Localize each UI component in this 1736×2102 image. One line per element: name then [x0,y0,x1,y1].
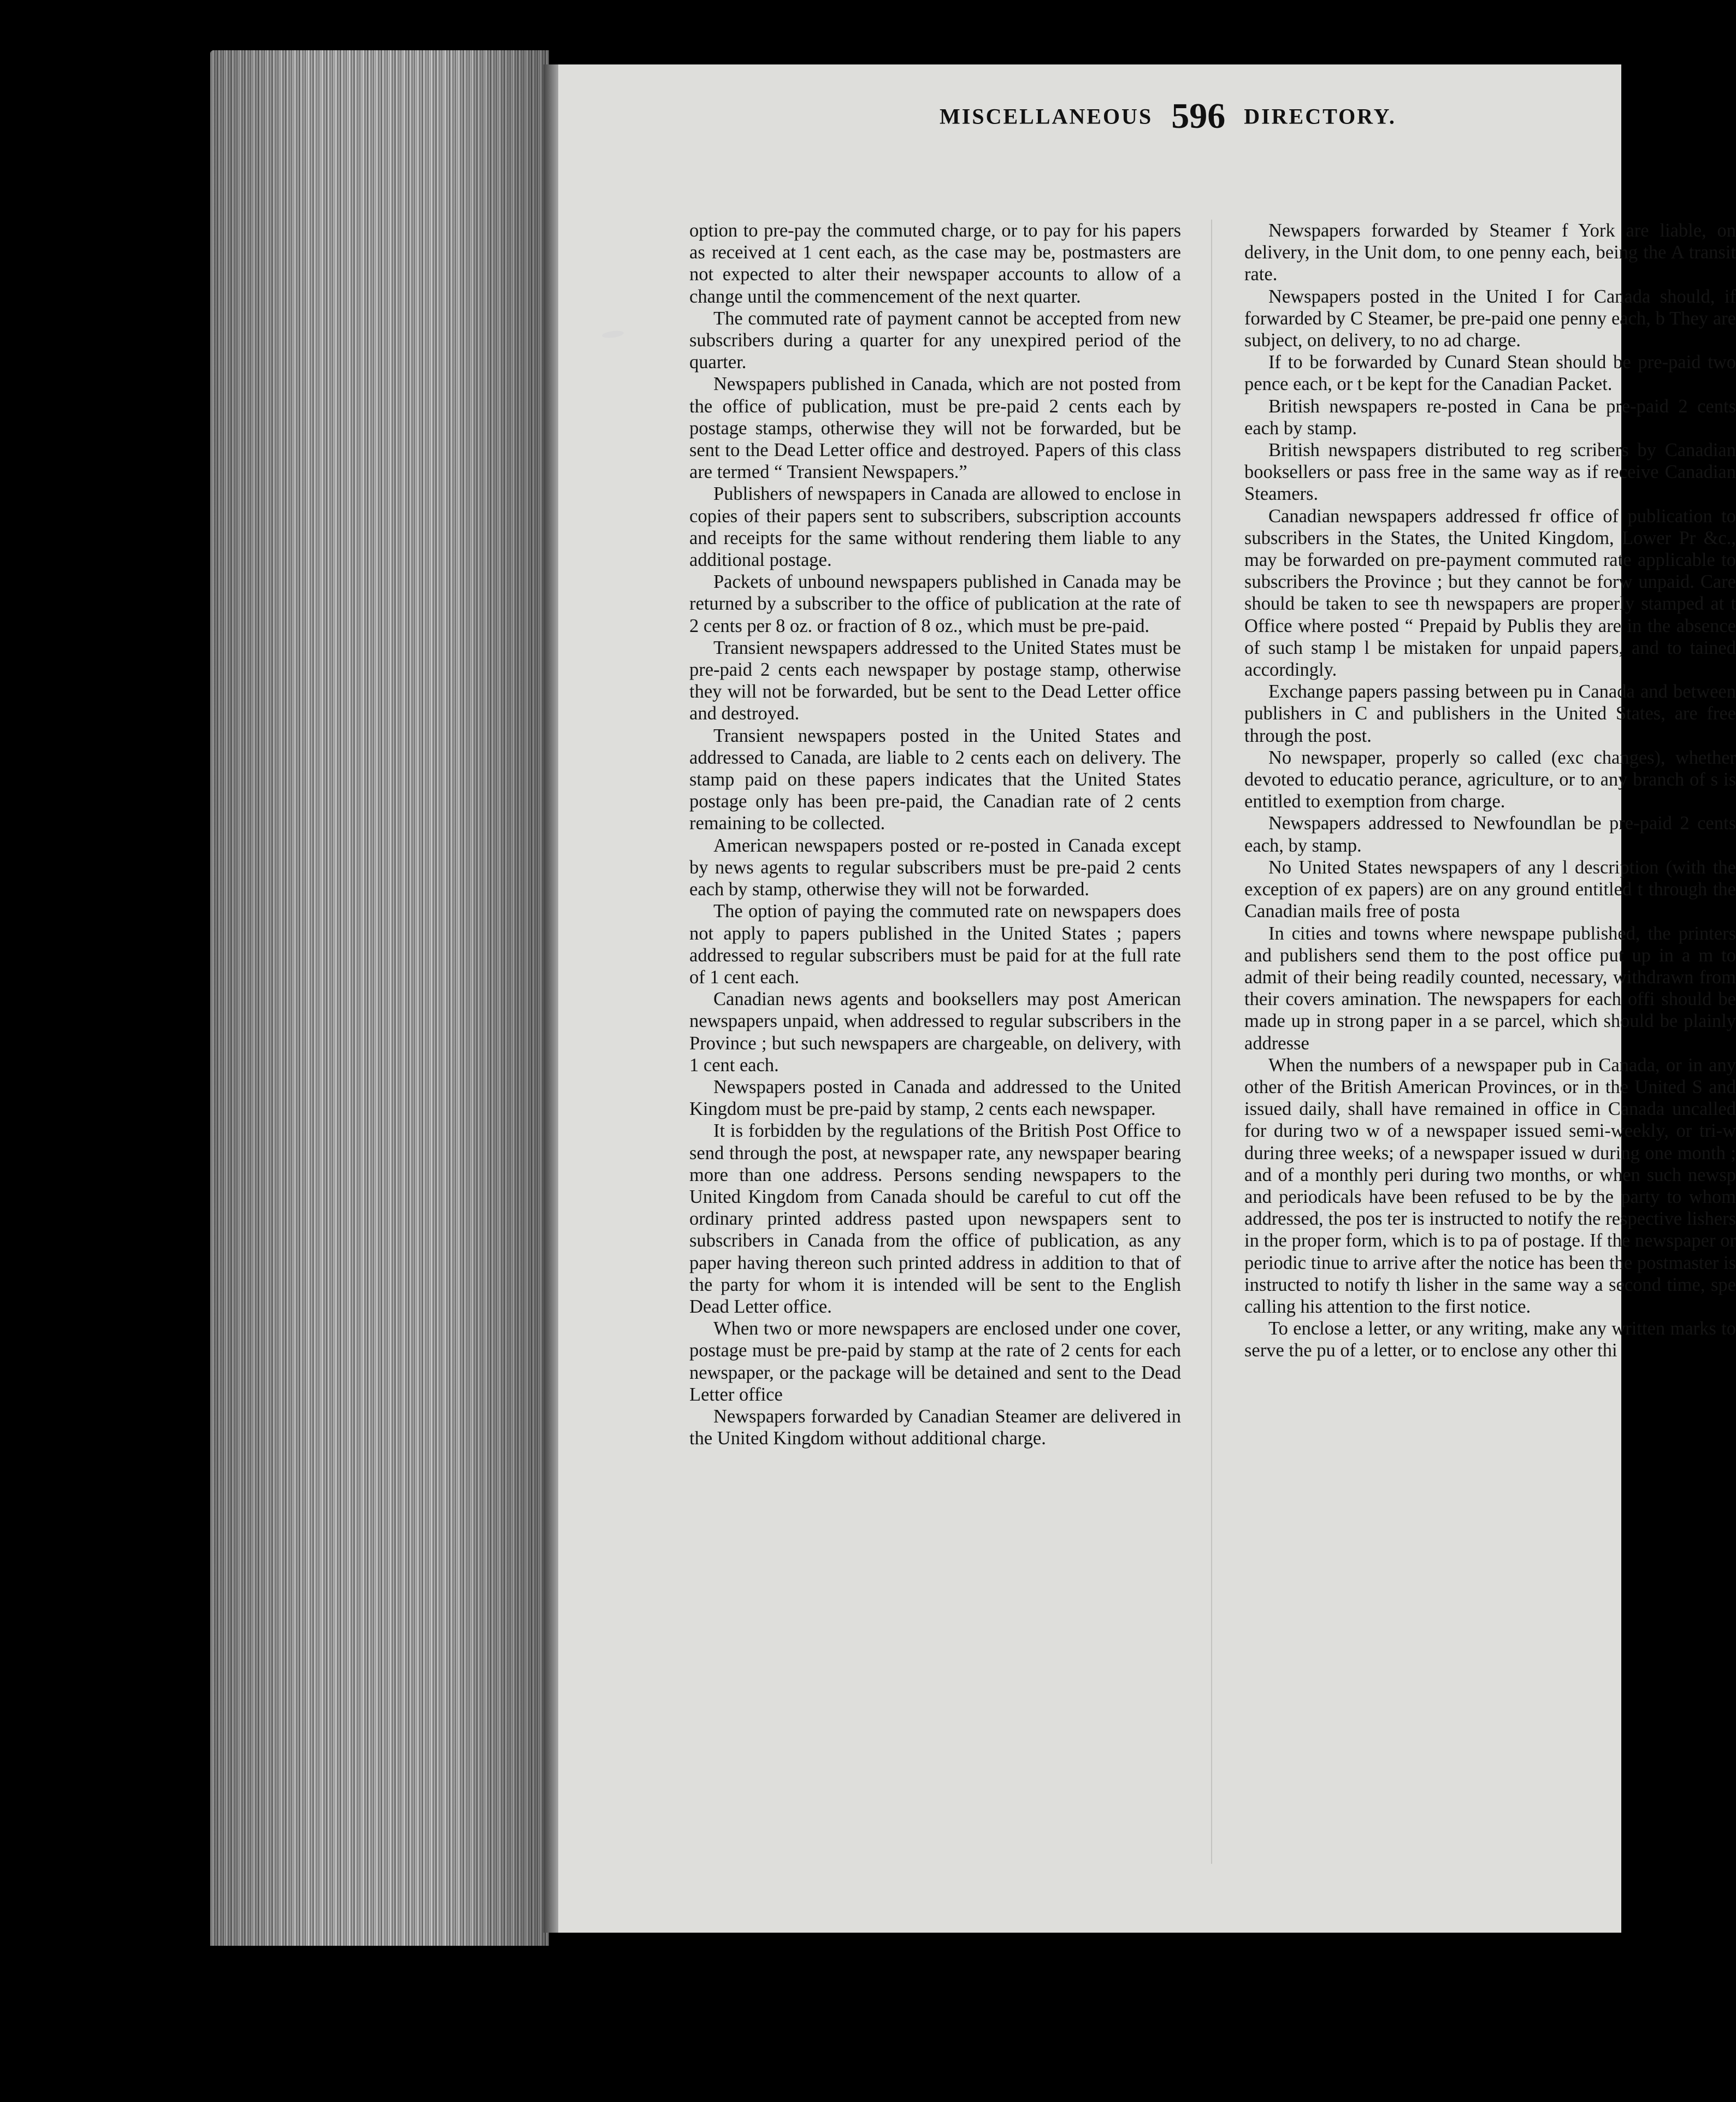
paragraph: Exchange papers passing between pu in Canada and between publishers in C and publishers in the United States, are free through the post. [1244,681,1736,746]
left-column [689,220,1181,1869]
paragraph: The commuted rate of payment cannot be accepted from new subscribers during a quarter for any unexpired period of the quarter. [689,308,1181,373]
running-head-right: DIRECTORY. [1244,104,1396,129]
paragraph: No United States newspapers of any l description (with the exception of ex papers) are on any ground entitled t through the Canadian mails free of posta [1244,857,1736,922]
paragraph: Newspapers posted in Canada and addressed to the United Kingdom must be pre-paid by stamp, 2 cents each newspaper. [689,1076,1181,1120]
paragraph: Packets of unbound newspapers published in Canada may be returned by a subscriber to the office of publication at the rate of 2 cents per 8 oz. or fraction of 8 oz., which must be pre-paid. [689,571,1181,636]
paragraph: Canadian newspapers addressed fr office of publication to subscribers in the States, the United Kingdom, Lower Pr &c., may be forwarded on pre-payment commuted rate applicable to subscribers the Province ; but they cannot be forw unpaid. Care should be taken to see th newspapers are properly stamped at t Office where posted “ Prepaid by Publis they are in the absence of such stamp l be mistaken for unpaid papers, and to tained accordingly. [1244,505,1736,681]
column-divider [1211,220,1212,1864]
paragraph: British newspapers distributed to reg scribers by Canadian booksellers or pass free in the same way as if receive Canadian Steamers. [1244,440,1736,505]
running-head-left: MISCELLANEOUS [940,104,1153,129]
paragraph: If to be forwarded by Cunard Stean should be pre-paid two pence each, or t be kept for the Canadian Packet. [1244,352,1736,395]
running-header [940,96,1431,139]
book-page-edges [210,50,549,1946]
paragraph: The option of paying the commuted rate on newspapers does not apply to papers published in the United States ; papers addressed to regular subscribers must be paid for at the full rate of 1 cent each. [689,901,1181,988]
dust-speck [601,329,624,339]
right-column [1244,220,1736,1875]
paragraph: British newspapers re-posted in Cana be pre-paid 2 cents each by stamp. [1244,395,1736,439]
paragraph: Transient newspapers posted in the United States and addressed to Canada, are liable to 2 cents each on delivery. The stamp paid on these papers indicates that the United States postage only has been pre-paid, the Canadian rate of 2 cents remaining to be collected. [689,725,1181,834]
paragraph: When two or more newspapers are enclosed under one cover, postage must be pre-paid by stamp at the rate of 2 cents for each newspaper, or the package will be detained and sent to the Dead Letter office [689,1318,1181,1405]
paragraph: No newspaper, properly so called (exc changes), whether devoted to educatio perance, agriculture, or to any branch of s is entitled to exemption from charge. [1244,747,1736,812]
paragraph: Newspapers addressed to Newfoundlan be pre-paid 2 cents each, by stamp. [1244,813,1736,856]
paragraph: To enclose a letter, or any writing, make any written marks to serve the pu of a letter, or to enclose any other thi [1244,1318,1736,1361]
paragraph: It is forbidden by the regulations of the British Post Office to send through the post, at newspaper rate, any newspaper bearing more than one address. Persons sending newspapers to the United Kingdom from Canada should be careful to cut off the ordinary printed address pasted upon newspapers sent to subscribers in Canada from the office of publication, as any paper having thereon such printed address in addition to that of the party for whom it is intended will be sent to the English Dead Letter office. [689,1120,1181,1317]
paragraph: Newspapers forwarded by Canadian Steamer are delivered in the United Kingdom without additional charge. [689,1406,1181,1449]
paragraph: When the numbers of a newspaper pub in Canada, or in any other of the British American Provinces, or in the United S and issued daily, shall have remained in office in Canada uncalled for during two w of a newspaper issued semi-weekly, or tri-w during three weeks; of a newspaper issued w during one month ; and of a monthly peri during two months, or when such newsp and periodicals have been refused to be by the party to whom addressed, the pos ter is instructed to notify the respective lishers in the proper form, which is to pa of postage. If the newspaper or periodic tinue to arrive after the notice has been the postmaster is instructed to notify th lisher in the same way a second time, spe calling his attention to the first notice. [1244,1054,1736,1317]
paragraph: American newspapers posted or re-posted in Canada except by news agents to regular subscribers must be pre-paid 2 cents each by stamp, otherwise they will not be forwarded. [689,835,1181,900]
right-column-text [1244,220,1736,1362]
paragraph: Canadian news agents and booksellers may post American newspapers unpaid, when addressed to regular subscribers in the Province ; but such newspapers are chargeable, on delivery, with 1 cent each. [689,989,1181,1076]
paragraph: Newspapers posted in the United I for Canada should, if forwarded by C Steamer, be pre-paid one penny each, b They are subject, on delivery, to no ad charge. [1244,286,1736,351]
paragraph: Publishers of newspapers in Canada are allowed to enclose in copies of their papers sent to subscribers, subscription accounts and receipts for the same without rendering them liable to any additional postage. [689,483,1181,571]
paragraph: Newspapers forwarded by Steamer f York are liable, on delivery, in the Unit dom, to one penny each, being the A transit rate. [1244,220,1736,285]
paragraph: Newspapers published in Canada, which are not posted from the office of publication, must be pre-paid 2 cents each by postage stamps, otherwise they will not be forwarded, but be sent to the Dead Letter office and destroyed. Papers of this class are termed “ Transient Newspapers.” [689,374,1181,483]
paragraph: Transient newspapers addressed to the United States must be pre-paid 2 cents each newspaper by postage stamp, otherwise they will not be forwarded, but be sent to the Dead Letter office and destroyed. [689,637,1181,724]
paragraph: In cities and towns where newspape published, the printers and publishers send them to the post office put up in a m to admit of their being readily counted, necessary, withdrawn from their covers amination. The newspapers for each offi should be made up in strong paper in a se parcel, which should be plainly addresse [1244,923,1736,1054]
paragraph: option to pre-pay the commuted charge, or to pay for his papers as received at 1 cent each, as the case may be, postmasters are not expected to alter their newspaper accounts to allow of a change until the commencement of the next quarter. [689,220,1181,307]
page-number: 596 [1171,96,1226,136]
